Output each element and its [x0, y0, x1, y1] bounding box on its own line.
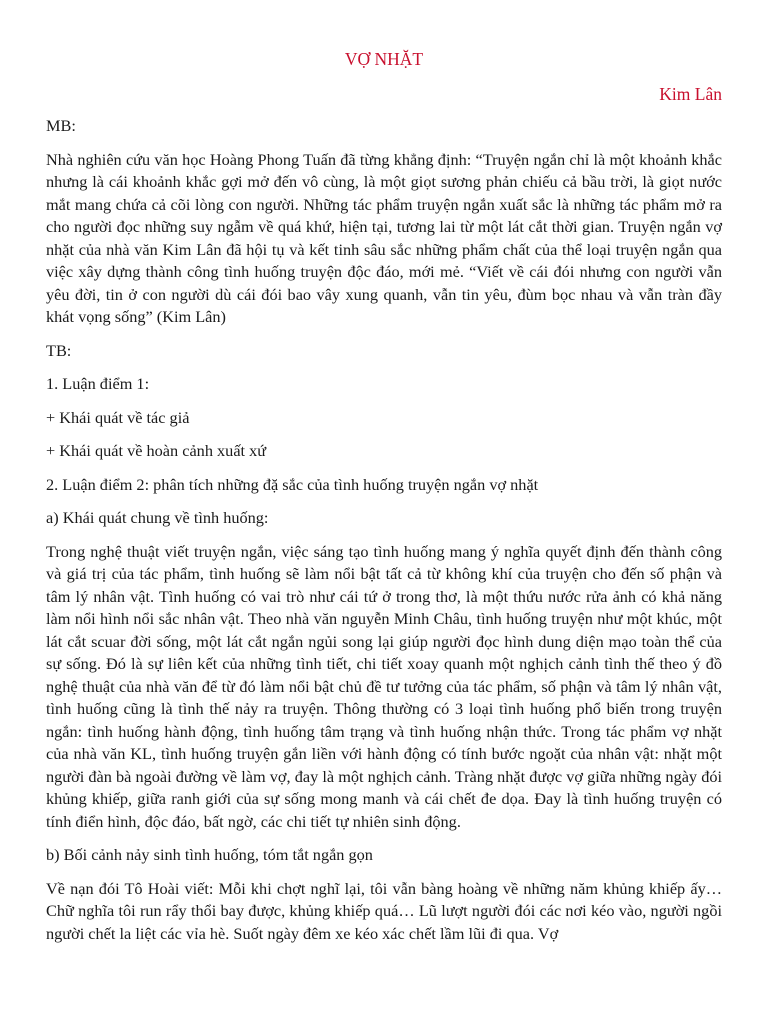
subpoint-b-heading: b) Bối cảnh nảy sinh tình huống, tóm tắt ngắn gọn	[46, 845, 373, 864]
point-1-item-context: + Khái quát về hoàn cảnh xuất xứ	[46, 441, 267, 460]
document-author: Kim Lân	[659, 84, 722, 104]
intro-paragraph: Nhà nghiên cứu văn học Hoàng Phong Tuấn đã từng khẳng định: “Truyện ngắn chỉ là một khoảnh khắc nhưng là cái khoảnh khắc gợi mở đến vô cùng, là một giọt sương phản chiếu cả bầu trời, là giọt nước mắt mang chứa cả cõi lòng con người. Những tác phẩm truyện ngắn xuất sắc là những tác phẩm mở ra cho người đọc những suy ngẫm về quá khứ, hiện tại, tương lai từ một lát cắt thời gian. Truyện ngắn vợ nhặt của nhà văn Kim Lân đã hội tụ và kết tinh sâu sắc những phẩm chất của thể loại truyện ngắn qua việc xây dựng thành công tình huống truyện độc đáo, mới mẻ. “Viết về cái đói nhưng con người vẫn yêu đời, tin ở con người dù cái đói bao vây xung quanh, vẫn tin yêu, đùm bọc nhau và vẫn tràn đầy khát vọng sống” (Kim Lân)	[46, 149, 722, 326]
point-2-heading: 2. Luận điểm 2: phân tích những đặ sắc của tình huống truyện ngắn vợ nhặt	[46, 474, 539, 494]
point-1-item-author: + Khái quát về tác giả	[46, 407, 190, 427]
section-heading-mb: MB:	[46, 116, 76, 135]
document-page	[46, 48, 722, 945]
section-heading-tb: TB:	[46, 340, 72, 360]
subpoint-b-paragraph: Về nạn đói Tô Hoài viết: Mỗi khi chợt nghĩ lại, tôi vẫn bàng hoàng về những năm khủng khiếp ấy… Chữ nghĩa tôi run rẩy thổi bay được, khủng khiếp quá… Lũ lượt người đói các nơi kéo vào, người ngồi người chết la liệt các vỉa hè. Suốt ngày đêm xe kéo xác chết lầm lũi đi qua. Vợ	[46, 878, 722, 943]
document-title: VỢ NHẶT	[344, 49, 424, 69]
subpoint-a-paragraph: Trong nghệ thuật viết truyện ngắn, việc sáng tạo tình huống mang ý nghĩa quyết định đến thành công và giá trị của tác phẩm, tình huống sẽ làm nổi bật tất cả từ không khí của truyện cho đến số phận và tâm lý nhân vật. Tình huống có vai trò như cái tứ ở trong thơ, là một thứu nước rửa ảnh có khả năng làm nổi hình nổi sắc nhân vật. Theo nhà văn nguyễn Minh Châu, tình huống truyện như một khúc, một lát cắt scuar đời sống, một lát cắt ngắn ngủi song lại giúp người đọc hình dung diện mạo toàn thể của sự sống. Đó là sự liên kết của những tình tiết, chi tiết xoay quanh một nghịch cảnh tình thế theo ý đồ nghệ thuật của nhà văn để từ đó làm nổi bật chủ đề tư tưởng của tác phẩm, số phận và tâm lý nhân vật, tình huống cũng là tình thế nảy ra truyện. Thông thường có 3 loại tình huống phổ biến trong truyện ngắn: tình huống hành động, tình huống tâm trạng và tình huống nhận thức. Trong tác phẩm vợ nhặt của nhà văn KL, tình huống truyện gắn liền với hành động có tính bước ngoặt của nhân vật: nhặt một người đàn bà ngoài đường về làm vợ, đay là một nghịch cảnh. Tràng nhặt được vợ giữa những ngày đói khủng khiếp, giữa ranh giới của sự sống mong manh và cái chết đe dọa. Đay là tình huống truyện có tính điển hình, độc đáo, bất ngờ, các chi tiết tự nhiên sinh động.	[46, 541, 722, 831]
subpoint-a-heading: a) Khái quát chung về tình huống:	[46, 508, 269, 527]
point-1-heading: 1. Luận điểm 1:	[46, 374, 150, 393]
